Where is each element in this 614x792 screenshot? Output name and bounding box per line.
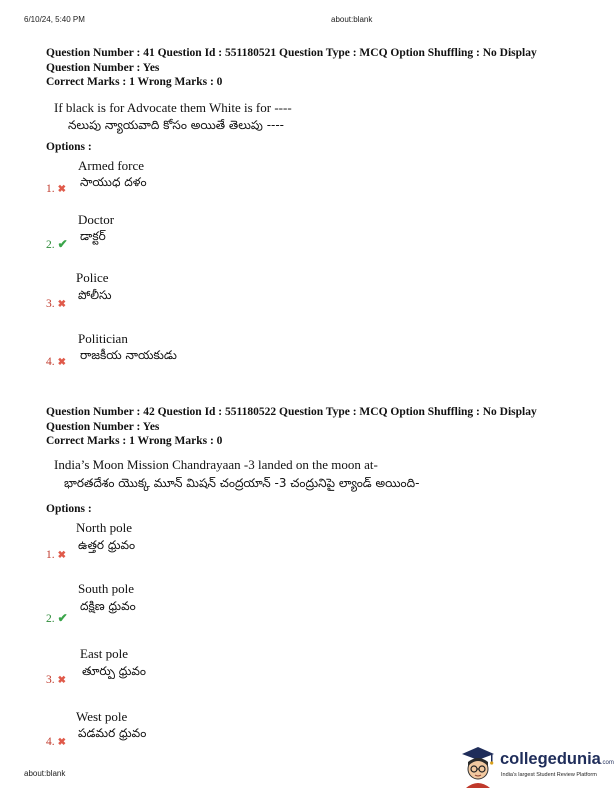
option-text-en: Police — [76, 270, 109, 285]
option-text-en: South pole — [78, 581, 134, 596]
option-text-te: డాక్టర్ — [80, 229, 106, 243]
logo-tld: .com — [600, 760, 614, 766]
question-41-meta — [46, 46, 537, 90]
option-number: 3. — [46, 298, 55, 310]
option-text-en: East pole — [80, 646, 129, 661]
option-number-row — [46, 235, 68, 253]
option-number: 1. — [46, 183, 55, 195]
collegedunia-logo — [458, 744, 614, 788]
option-text-te: రాజకీయ నాయకుడు — [80, 348, 177, 362]
options-label: Options : — [46, 141, 92, 153]
option-text-te: సాయుధ దళం — [80, 175, 147, 189]
mascot-icon — [458, 744, 500, 788]
option-text-en: Politician — [78, 331, 128, 346]
question-text-te: నలుపు న్యాయవాది కోసం అయితే తెలుపు ---- — [68, 118, 285, 132]
option-number: 2. — [46, 613, 55, 625]
option-text-en: West pole — [76, 709, 128, 724]
question-text-en: India’s Moon Mission Chandrayaan -3 landed on the moon at- — [54, 457, 378, 472]
cross-icon: ✖ — [57, 737, 67, 748]
option-number-row — [46, 609, 68, 627]
option-text-te: తూర్పు ధ్రువం — [82, 664, 147, 678]
question-meta-line: Question Number : 42 Question Id : 551180522 Question Type : MCQ Option Shuffling : No Display — [46, 406, 537, 418]
print-title: about:blank — [331, 15, 373, 24]
option-number-row — [46, 670, 66, 688]
check-icon: ✔ — [57, 237, 68, 251]
question-meta-line: Question Number : 41 Question Id : 551180521 Question Type : MCQ Option Shuffling : No Display — [46, 47, 537, 59]
option-number: 1. — [46, 549, 55, 561]
print-footer-url: about:blank — [24, 769, 66, 778]
option-number: 4. — [46, 356, 55, 368]
cross-icon: ✖ — [57, 184, 67, 195]
option-text-te: పోలీసు — [78, 288, 112, 302]
option-number: 2. — [46, 239, 55, 251]
option-number-row — [46, 352, 66, 370]
question-marks: Correct Marks : 1 Wrong Marks : 0 — [46, 76, 223, 88]
cross-icon: ✖ — [57, 299, 67, 310]
option-number-row — [46, 294, 66, 312]
option-number: 3. — [46, 674, 55, 686]
option-number-row — [46, 545, 66, 563]
option-text-te: పడమర ధ్రువం — [78, 726, 147, 740]
cross-icon: ✖ — [57, 675, 67, 686]
option-text-en: North pole — [76, 520, 132, 535]
option-number-row — [46, 732, 66, 750]
cross-icon: ✖ — [57, 550, 67, 561]
question-text-en: If black is for Advocate them White is for ---- — [54, 100, 292, 115]
question-meta-line: Question Number : Yes — [46, 420, 160, 433]
question-marks: Correct Marks : 1 Wrong Marks : 0 — [46, 435, 223, 447]
check-icon: ✔ — [57, 611, 68, 625]
question-42-meta — [46, 405, 537, 449]
options-label: Options : — [46, 503, 92, 515]
cross-icon: ✖ — [57, 357, 67, 368]
logo-wordmark — [500, 750, 614, 769]
logo-tagline: India's largest Student Review Platform — [501, 772, 597, 778]
question-meta-line: Question Number : Yes — [46, 61, 160, 74]
option-number: 4. — [46, 736, 55, 748]
option-number-row — [46, 179, 66, 197]
option-text-te: దక్షిణ ధ్రువం — [80, 599, 136, 613]
logo-name: collegedunia — [500, 750, 601, 768]
print-datetime: 6/10/24, 5:40 PM — [24, 15, 85, 24]
option-text-te: ఉత్తర ధ్రువం — [78, 538, 136, 552]
question-text-te: భారతదేశం యొక్క మూన్ మిషన్ చంద్రయాన్ -3 చంద్రునిపై ల్యాండ్ అయింది- — [64, 476, 420, 490]
option-text-en: Doctor — [78, 212, 115, 227]
option-text-en: Armed force — [78, 158, 145, 173]
